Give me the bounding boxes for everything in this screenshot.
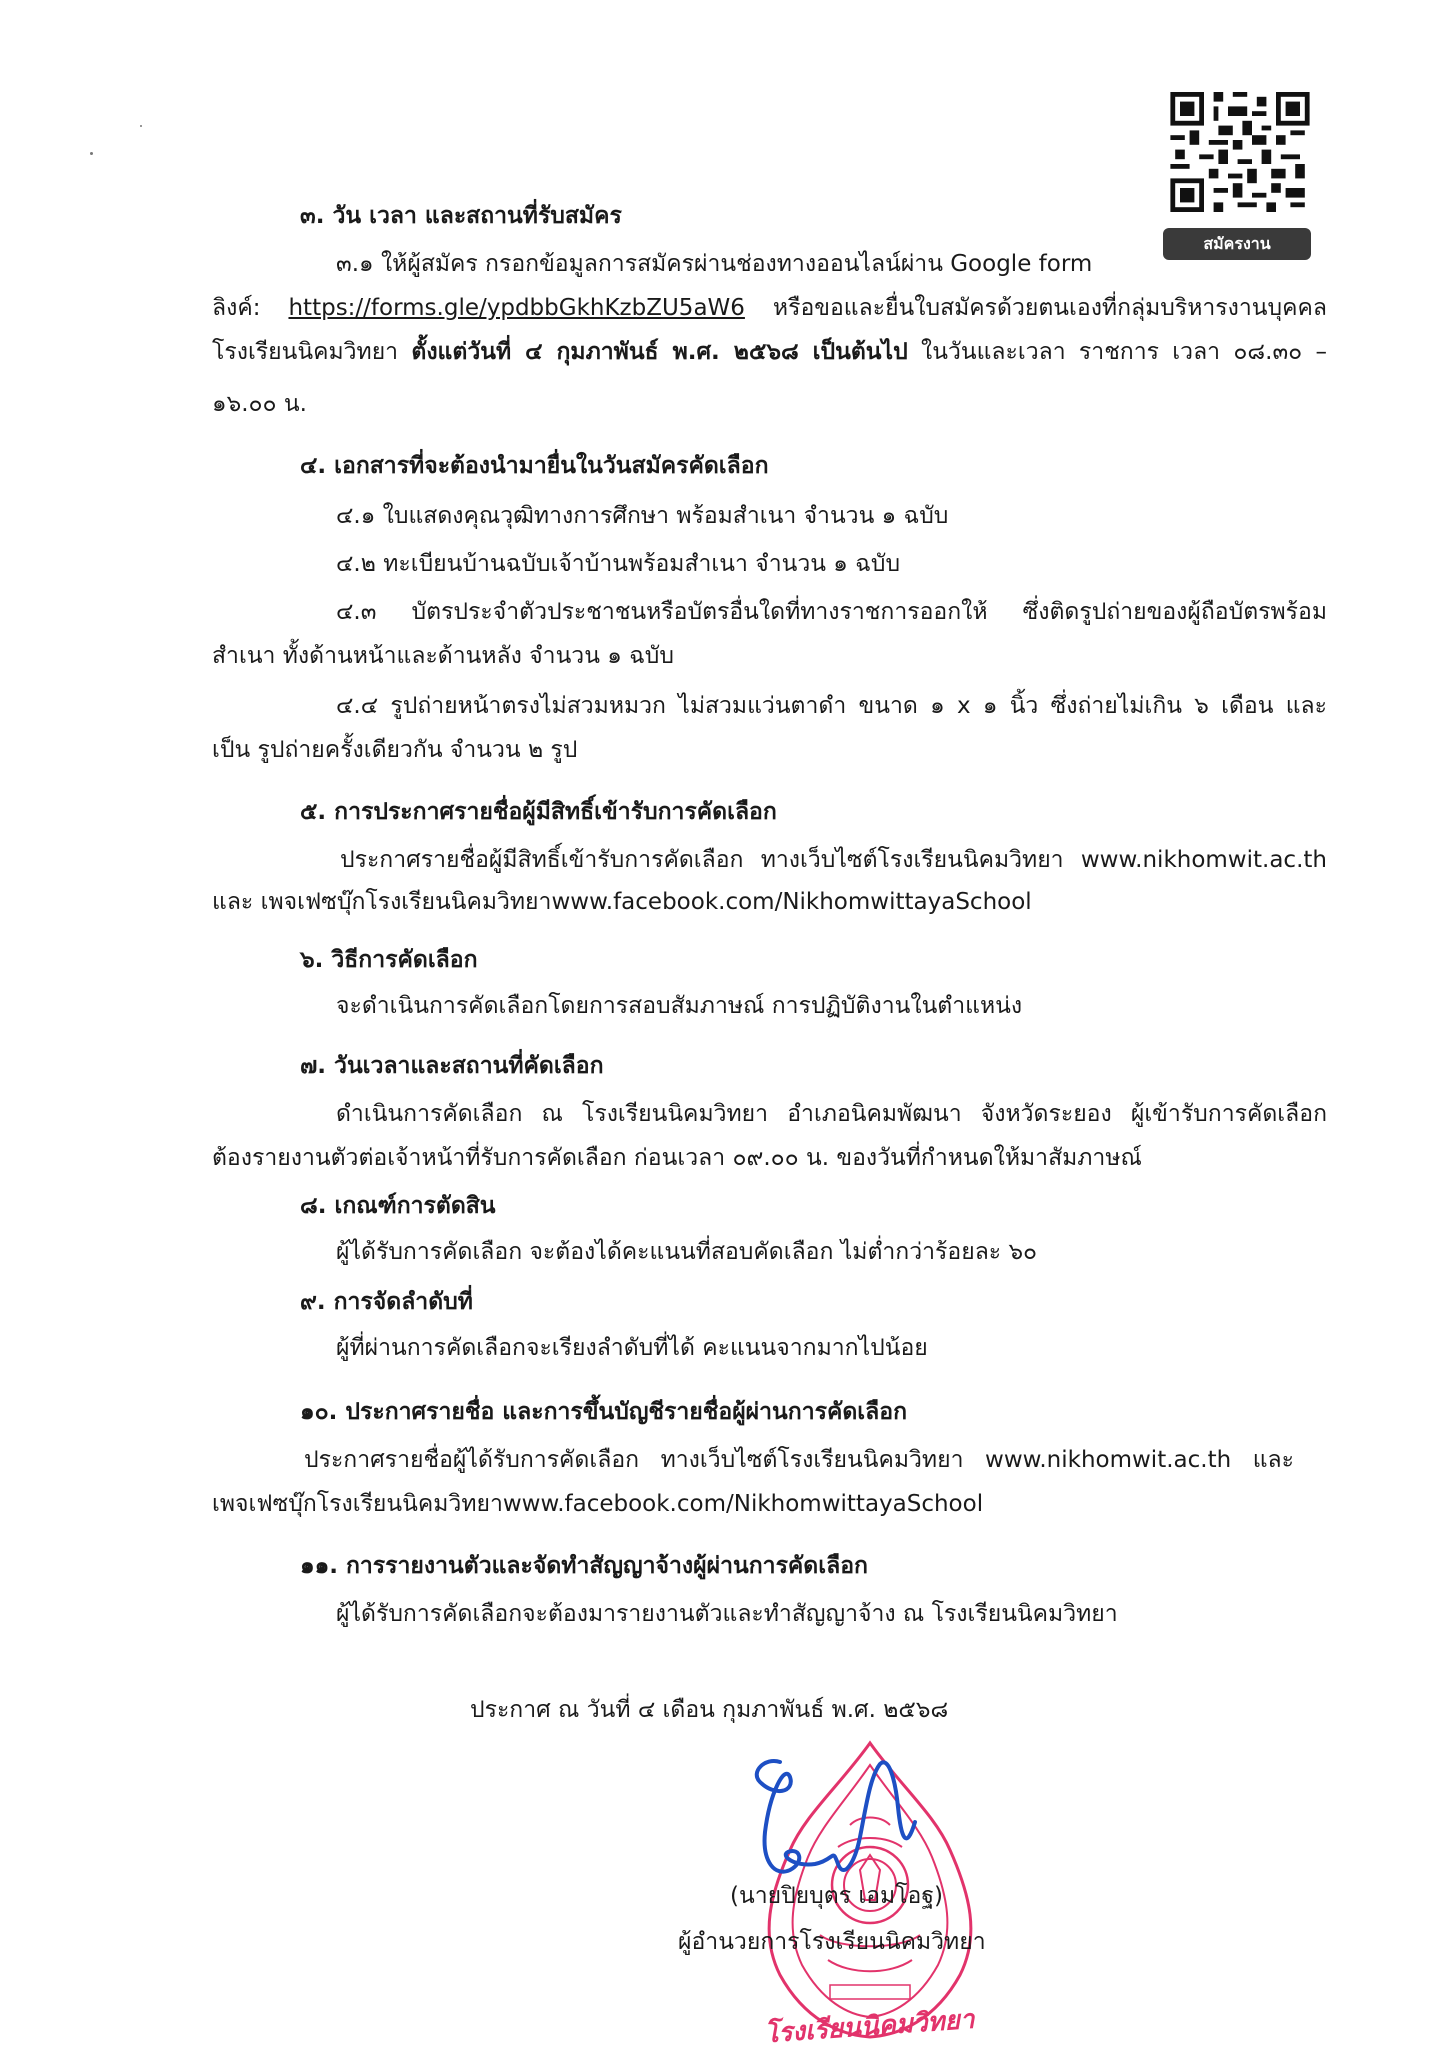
section-10-heading: ๑๐. ประกาศรายชื่อ และการขึ้นบัญชีรายชื่อผู้ผ่านการคัดเลือก [300, 1399, 907, 1425]
section-6-heading: ๖. วิธีการคัดเลือก [300, 947, 478, 973]
section-9-heading: ๙. การจัดลำดับที่ [300, 1289, 473, 1315]
qr-code-icon[interactable] [1170, 92, 1310, 212]
link-suffix: หรือขอและยื่นใบสมัครด้วยตนเองที่กลุ่มบริหารงานบุคคล [744, 295, 1327, 321]
scan-speck [140, 125, 142, 127]
section-3-line-2 [212, 292, 1327, 324]
signatory-name: (นายปิยบุตร เอมโอฐ) [730, 1883, 944, 1909]
section-11-heading: ๑๑. การรายงานตัวและจัดทำสัญญาจ้างผู้ผ่านการคัดเลือก [300, 1553, 868, 1579]
link-prefix: ลิงค์: [212, 295, 289, 321]
application-start-date: ตั้งแต่วันที่ ๔ กุมภาพันธ์ พ.ศ. ๒๕๖๘ เป็นต้นไป [411, 339, 908, 365]
section-6-line-1: จะดำเนินการคัดเลือกโดยการสอบสัมภาษณ์ การปฏิบัติงานในตำแหน่ง [336, 993, 1023, 1019]
section-4-heading: ๔. เอกสารที่จะต้องนำมายื่นในวันสมัครคัดเลือก [300, 453, 769, 479]
section-5-heading: ๕. การประกาศรายชื่อผู้มีสิทธิ์เข้ารับการคัดเลือก [300, 799, 777, 825]
section-3-line-1: ๓.๑ ให้ผู้สมัคร กรอกข้อมูลการสมัครผ่านช่องทางออนไลน์ผ่าน Google form [336, 251, 1093, 277]
section-3-heading: ๓. วัน เวลา และสถานที่รับสมัคร [300, 203, 622, 229]
section-5-line-2: และ เพจเฟซบุ๊กโรงเรียนนิคมวิทยาwww.facebook.com/NikhomwittayaSchool [212, 889, 1032, 915]
section-7-line-1: ดำเนินการคัดเลือก ณ โรงเรียนนิคมวิทยา อำเภอนิคมพัฒนา จังหวัดระยอง ผู้เข้ารับการคัดเลือก [336, 1101, 1327, 1127]
section-8-line-1: ผู้ได้รับการคัดเลือก จะต้องได้คะแนนที่สอบคัดเลือก ไม่ต่ำกว่าร้อยละ ๖๐ [336, 1239, 1038, 1265]
section-4-item-1: ๔.๑ ใบแสดงคุณวุฒิทางการศึกษา พร้อมสำเนา จำนวน ๑ ฉบับ [336, 503, 949, 529]
section-4-item-4b: เป็น รูปถ่ายครั้งเดียวกัน จำนวน ๒ รูป [212, 737, 578, 763]
office-hours: ในวันและเวลา ราชการ เวลา ๐๘.๓๐ – [907, 339, 1328, 365]
section-7-line-2: ต้องรายงานตัวต่อเจ้าหน้าที่รับการคัดเลือก ก่อนเวลา ๐๙.๐๐ น. ของวันที่กำหนดให้มาสัมภาษณ์ [212, 1145, 1142, 1171]
section-4-item-4a: ๔.๔ รูปถ่ายหน้าตรงไม่สวมหมวก ไม่สวมแว่นตาดำ ขนาด ๑ x ๑ นิ้ว ซึ่งถ่ายไม่เกิน ๖ เดือน และ [336, 693, 1327, 719]
section-9-line-1: ผู้ที่ผ่านการคัดเลือกจะเรียงลำดับที่ได้ คะแนนจากมากไปน้อย [336, 1335, 928, 1361]
section-3-line-3 [212, 336, 1327, 368]
section-10-line-1: ประกาศรายชื่อผู้ได้รับการคัดเลือก ทางเว็บไซต์โรงเรียนนิคมวิทยา www.nikhomwit.ac.th และ [304, 1447, 1294, 1473]
section-4-item-3b: สำเนา ทั้งด้านหน้าและด้านหลัง จำนวน ๑ ฉบับ [212, 643, 675, 669]
scan-speck [90, 152, 93, 155]
section-4-item-3a: ๔.๓ บัตรประจำตัวประชาชนหรือบัตรอื่นใดที่ทางราชการออกให้ ซึ่งติดรูปถ่ายของผู้ถือบัตรพร้อม [336, 599, 1327, 625]
announcement-date: ประกาศ ณ วันที่ ๔ เดือน กุมภาพันธ์ พ.ศ. ๒๕๖๘ [470, 1697, 949, 1723]
signatory-position: ผู้อำนวยการโรงเรียนนิคมวิทยา [678, 1929, 986, 1955]
section-5-line-1: ประกาศรายชื่อผู้มีสิทธิ์เข้ารับการคัดเลือก ทางเว็บไซต์โรงเรียนนิคมวิทยา www.nikhomwit.ac.th [340, 847, 1327, 873]
section-11-line-1: ผู้ได้รับการคัดเลือกจะต้องมารายงานตัวและทำสัญญาจ้าง ณ โรงเรียนนิคมวิทยา [336, 1601, 1118, 1627]
section-4-item-2: ๔.๒ ทะเบียนบ้านฉบับเจ้าบ้านพร้อมสำเนา จำนวน ๑ ฉบับ [336, 551, 901, 577]
google-form-link[interactable]: https://forms.gle/ypdbbGkhKzbZU5aW6 [288, 295, 745, 321]
section-3-line-4: ๑๖.๐๐ น. [212, 391, 307, 417]
section-7-heading: ๗. วันเวลาและสถานที่คัดเลือก [300, 1053, 604, 1079]
section-8-heading: ๘. เกณฑ์การตัดสิน [300, 1193, 496, 1219]
signature-icon [720, 1752, 970, 1892]
section-10-line-2: เพจเฟซบุ๊กโรงเรียนนิคมวิทยาwww.facebook.com/NikhomwittayaSchool [212, 1491, 984, 1517]
seal-school-name: โรงเรียนนิคมวิทยา [763, 2004, 976, 2050]
qr-label: สมัครงาน [1163, 228, 1311, 260]
school-name: โรงเรียนนิคมวิทยา [212, 339, 412, 365]
